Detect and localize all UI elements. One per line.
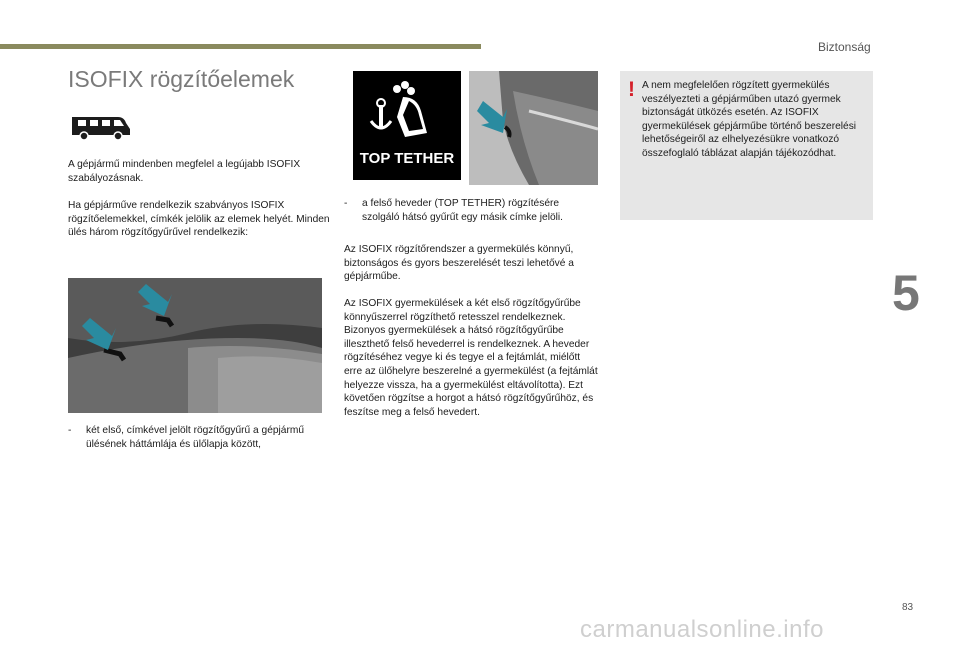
header-accent-bar <box>0 44 481 49</box>
top-tether-seat-photo <box>469 71 598 185</box>
bullet-front-rings <box>68 424 330 451</box>
paragraph-isofix-labels: Ha gépjárművе rendelkezik szabványos ISOFIX rögzítőelemekkel, címkék jelölik az elemek helyét. Minden ülés három rögzítőgyűrűvel rendelkezik: <box>68 200 330 239</box>
page-title: ISOFIX rögzítőelemek <box>68 66 295 92</box>
bullet-text: két első, címkével jelölt rögzítőgyűrű a gépjármű ülésének háttámlája és ülőlapja között, <box>86 425 305 450</box>
paragraph-isofix-system: Az ISOFIX rögzítőrendszer a gyermekülés könnyű, biztonságos és gyors beszerelését teszi lehetővé a gépjárműbe. <box>344 244 574 283</box>
warning-text: A nem megfelelően rögzített gyermekülés veszélyezteti a gépjárműben utazó gyermek biztonságát ütközés esetén. Az ISOFIX gyermekülések gépjárműbe történő beszerelési lehetőségeiről az elhelyezésükre vonatkozó összefoglaló táblázat alapján tájékozódhat. <box>642 80 857 159</box>
bullet-text: a felső heveder (TOP TETHER) rögzítésére szolgáló hátsó gyűrűt egy másik címke jelöli. <box>362 198 564 223</box>
section-name: Biztonság <box>818 40 871 54</box>
bullet-dash: - <box>68 425 72 436</box>
bullet-top-tether-ring <box>344 197 598 224</box>
paragraph-regulation: A gépjármű mindenben megfelel a legújabb ISOFIX szabályozásnak. <box>68 159 301 184</box>
watermark: carmanualsonline.info <box>580 616 824 643</box>
seat-anchor-photo <box>68 278 322 413</box>
warning-icon: ! <box>628 78 635 101</box>
paragraph-isofix-installation: Az ISOFIX gyermekülések a két első rögzítőgyűrűbe könnyűszerrel rögzíthető retesszel rendelkeznek. Bizonyos gyermekülések a hátsó rögzítőgyűrűbe illeszthető felső hevederrel is rendelkeznek. A heveder rögzítéséhez vegye ki és tegye el a fejtámlát, miélőtt erre az ülőhelyre beszerelné a gyermekülést (a fejtámlát helyezze vissza, ha a gyermekülést eltávolította). Ezt követően rögzítse a horgot a hátsó rögzítőgyűrűhöz, és feszítse meg a felső hevedert. <box>344 298 598 418</box>
van-icon <box>68 111 132 146</box>
bullet-dash: - <box>344 198 348 209</box>
page-number: 83 <box>902 602 914 613</box>
chapter-number: 5 <box>892 265 920 321</box>
top-tether-label: TOP TETHER <box>359 150 455 167</box>
